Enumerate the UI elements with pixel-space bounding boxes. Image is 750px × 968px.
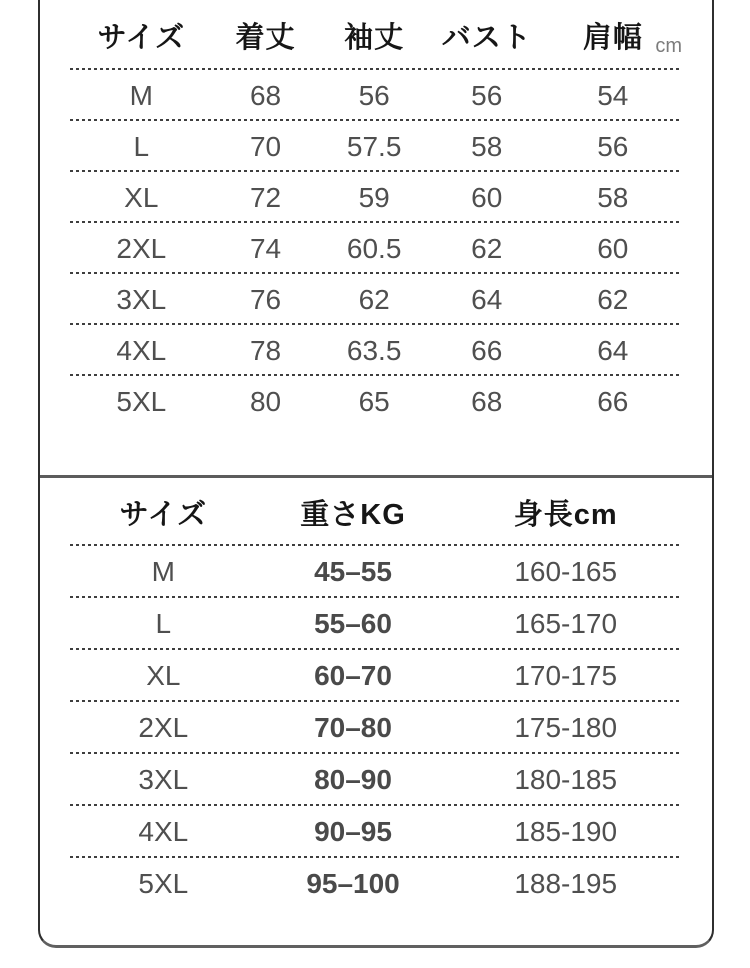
table-row (70, 274, 682, 325)
size-label: 3XL (138, 764, 189, 795)
size-label: M (129, 79, 153, 111)
measurement-value: 188-195 (514, 868, 618, 899)
measurement-value: 80–90 (314, 764, 392, 795)
measurement-value: 60–70 (314, 660, 392, 691)
size-label: 2XL (138, 712, 189, 743)
column-header: 肩幅 (582, 21, 643, 54)
table-row (70, 546, 682, 598)
measurement-value: 62 (597, 283, 629, 315)
measurement-value: 56 (358, 79, 390, 111)
measurement-value: 56 (597, 130, 629, 162)
column-header: バスト (441, 21, 532, 54)
measurement-value: 76 (249, 283, 282, 315)
measurement-value: 66 (597, 385, 629, 417)
measurement-value: 185-190 (514, 816, 618, 847)
measurement-value: 74 (249, 232, 282, 264)
measurement-value: 70 (249, 130, 282, 162)
size-chart-panel (38, 0, 714, 948)
size-label: 5XL (138, 868, 189, 899)
measurement-value: 160-165 (514, 556, 618, 587)
table-row (70, 223, 682, 274)
unit-label-cm: cm (655, 35, 682, 57)
size-label: M (151, 556, 175, 587)
measurement-value: 56 (471, 79, 503, 111)
measurement-value: 90–95 (314, 816, 392, 847)
table-row (70, 70, 682, 121)
table-row (70, 598, 682, 650)
table-row (70, 650, 682, 702)
table-row (70, 806, 682, 858)
measurement-value: 80 (249, 385, 282, 417)
measurement-value: 63.5 (346, 334, 402, 366)
body-table-header-row (70, 478, 682, 546)
measurement-value: 62 (471, 232, 503, 264)
measurement-value: 165-170 (514, 608, 618, 639)
size-label: 4XL (116, 334, 167, 366)
body-size-table (40, 478, 712, 944)
garment-table-header-row (70, 0, 682, 70)
measurement-value: 60.5 (346, 232, 402, 264)
measurement-value: 62 (358, 283, 390, 315)
table-row (70, 858, 682, 910)
measurement-value: 54 (597, 79, 629, 111)
table-row (70, 754, 682, 806)
table-row (70, 376, 682, 427)
measurement-value: 180-185 (514, 764, 618, 795)
measurement-value: 45–55 (314, 556, 392, 587)
size-label: XL (146, 660, 181, 691)
column-header: 重さKG (300, 498, 406, 531)
column-header: 着丈 (235, 21, 296, 54)
table-row (70, 325, 682, 376)
measurement-value: 57.5 (346, 130, 402, 162)
measurement-value: 66 (471, 334, 503, 366)
size-label: L (155, 608, 172, 639)
measurement-value: 68 (471, 385, 503, 417)
measurement-value: 55–60 (314, 608, 392, 639)
garment-size-table (40, 0, 712, 475)
column-header: サイズ (119, 498, 208, 531)
measurement-value: 58 (597, 181, 629, 213)
table-row (70, 702, 682, 754)
measurement-value: 64 (597, 334, 629, 366)
measurement-value: 170-175 (514, 660, 618, 691)
measurement-value: 78 (249, 334, 282, 366)
measurement-value: 95–100 (306, 868, 400, 899)
size-label: 2XL (116, 232, 167, 264)
column-header: 身長cm (513, 498, 618, 531)
column-header: サイズ (97, 21, 186, 54)
measurement-value: 58 (471, 130, 503, 162)
size-label: 4XL (138, 816, 189, 847)
table-row (70, 121, 682, 172)
measurement-value: 65 (358, 385, 390, 417)
size-label: 5XL (116, 385, 167, 417)
measurement-value: 68 (249, 79, 282, 111)
measurement-value: 59 (358, 181, 390, 213)
measurement-value: 64 (471, 283, 503, 315)
measurement-value: 60 (471, 181, 503, 213)
measurement-value: 175-180 (514, 712, 618, 743)
table-row (70, 172, 682, 223)
measurement-value: 72 (249, 181, 282, 213)
column-header: 袖丈 (344, 21, 405, 54)
size-label: XL (124, 181, 159, 213)
size-label: 3XL (116, 283, 167, 315)
measurement-value: 70–80 (314, 712, 392, 743)
size-label: L (133, 130, 150, 162)
measurement-value: 60 (597, 232, 629, 264)
